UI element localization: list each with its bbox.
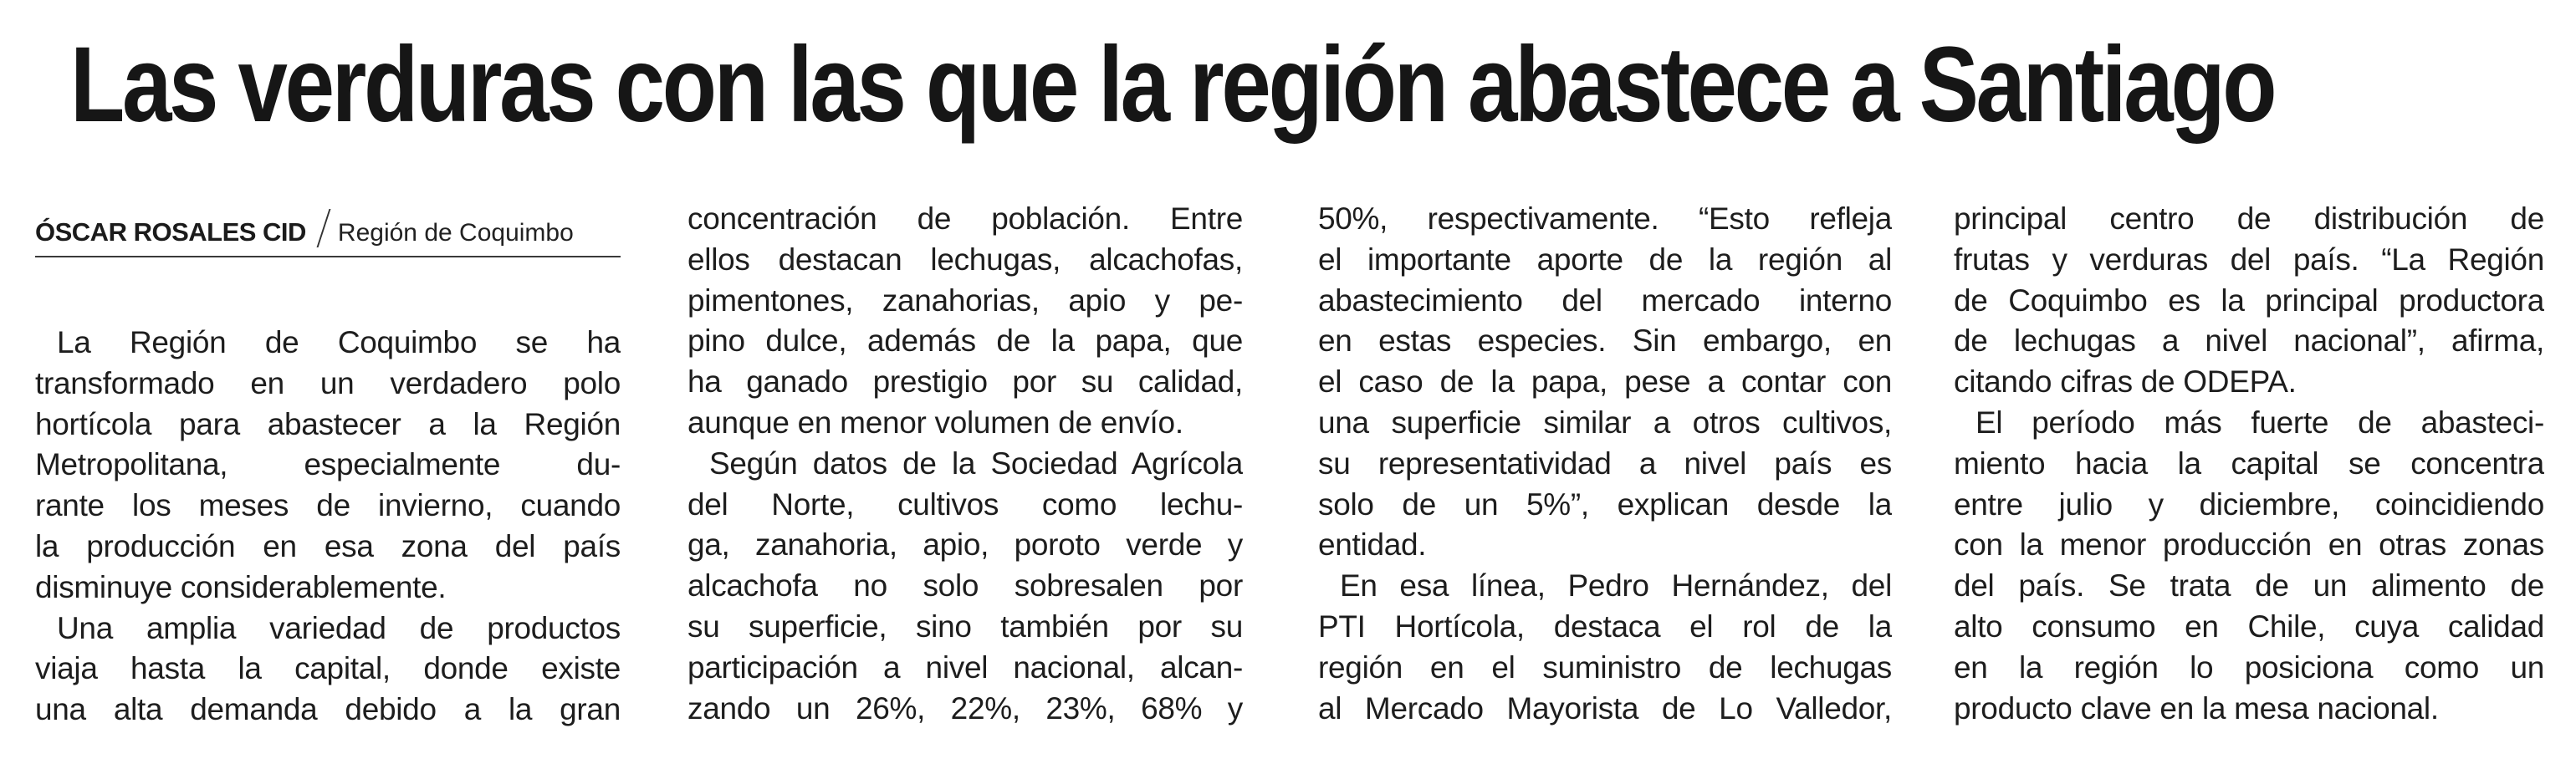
text-line: de lechugas a nivel nacional”, afirma, bbox=[1954, 323, 2544, 359]
text-line: ga, zanahoria, apio, poroto verde y bbox=[687, 527, 1243, 563]
text-line: del país. Se trata de un alimento de bbox=[1954, 568, 2544, 603]
text-line: participación a nivel nacional, alcan- bbox=[687, 649, 1243, 685]
text-line: viaja hasta la capital, donde existe bbox=[35, 651, 621, 686]
text-line: rante los meses de invierno, cuando bbox=[35, 488, 621, 523]
text-line: región en el suministro de lechugas bbox=[1318, 649, 1892, 685]
text-line: Metropolitana, especialmente du- bbox=[35, 447, 621, 482]
text-line: Una amplia variedad de productos bbox=[57, 610, 621, 645]
text-line: La Región de Coquimbo se ha bbox=[57, 325, 621, 359]
text-line: citando cifras de ODEPA. bbox=[1954, 364, 2297, 400]
text-line: su superficie, sino también por su bbox=[687, 609, 1243, 644]
article-column-1 bbox=[35, 0, 621, 769]
text-line: En esa línea, Pedro Hernández, del bbox=[1340, 568, 1892, 603]
text-line: transformado en un verdadero polo bbox=[35, 365, 621, 400]
text-line: solo de un 5%”, explican desde la bbox=[1318, 486, 1892, 522]
text-line: una superficie similar a otros cultivos, bbox=[1318, 405, 1892, 440]
text-line: la producción en esa zona del país bbox=[35, 528, 621, 563]
text-line: aunque en menor volumen de envío. bbox=[687, 405, 1183, 440]
article-column-2 bbox=[687, 0, 1243, 769]
text-line: al Mercado Mayorista de Lo Valledor, bbox=[1318, 690, 1892, 726]
article-column-4 bbox=[1954, 0, 2544, 769]
text-line: hortícola para abastecer a la Región bbox=[35, 406, 621, 441]
text-line: abastecimiento del mercado interno bbox=[1318, 283, 1892, 318]
text-line: El período más fuerte de abasteci- bbox=[1975, 405, 2544, 440]
text-line: el importante aporte de la región al bbox=[1318, 242, 1892, 277]
text-line: zando un 26%, 22%, 23%, 68% y bbox=[687, 690, 1243, 726]
text-line: disminuye considerablemente. bbox=[35, 569, 447, 604]
text-line: entidad. bbox=[1318, 527, 1427, 563]
text-line: alcachofa no solo sobresalen por bbox=[687, 568, 1243, 603]
text-line: con la menor producción en otras zonas bbox=[1954, 527, 2544, 563]
text-line: alto consumo en Chile, cuya calidad bbox=[1954, 609, 2544, 644]
text-line: 50%, respectivamente. “Esto refleja bbox=[1318, 201, 1892, 236]
text-line: de Coquimbo es la principal productora bbox=[1954, 283, 2544, 318]
text-line: el caso de la papa, pese a contar con bbox=[1318, 364, 1892, 400]
text-line: principal centro de distribución de bbox=[1954, 201, 2544, 236]
text-line: producto clave en la mesa nacional. bbox=[1954, 690, 2439, 726]
text-line: frutas y verduras del país. “La Región bbox=[1954, 242, 2544, 277]
headline: Las verduras con las que la región abastece a Santiago bbox=[70, 25, 2275, 145]
text-line: pimentones, zanahorias, apio y pe- bbox=[687, 283, 1243, 318]
byline-author: ÓSCAR ROSALES CID bbox=[35, 217, 306, 247]
text-line: miento hacia la capital se concentra bbox=[1954, 446, 2544, 481]
text-line: ellos destacan lechugas, alcachofas, bbox=[687, 242, 1243, 277]
text-line: su representatividad a nivel país es bbox=[1318, 446, 1892, 481]
text-line: pino dulce, además de la papa, que bbox=[687, 323, 1243, 359]
byline-region: Región de Coquimbo bbox=[337, 219, 574, 247]
text-line: del Norte, cultivos como lechu- bbox=[687, 486, 1243, 522]
text-line: en estas especies. Sin embargo, en bbox=[1318, 323, 1892, 359]
text-line: ha ganado prestigio por su calidad, bbox=[687, 364, 1243, 400]
text-line: Según datos de la Sociedad Agrícola bbox=[709, 446, 1243, 481]
text-line: en la región lo posiciona como un bbox=[1954, 649, 2544, 685]
text-line: PTI Hortícola, destaca el rol de la bbox=[1318, 609, 1892, 644]
text-line: una alta demanda debido a la gran bbox=[35, 692, 621, 727]
text-line: entre julio y diciembre, coincidiendo bbox=[1954, 486, 2544, 522]
text-line: concentración de población. Entre bbox=[687, 201, 1243, 236]
article-column-3 bbox=[1318, 0, 1892, 769]
